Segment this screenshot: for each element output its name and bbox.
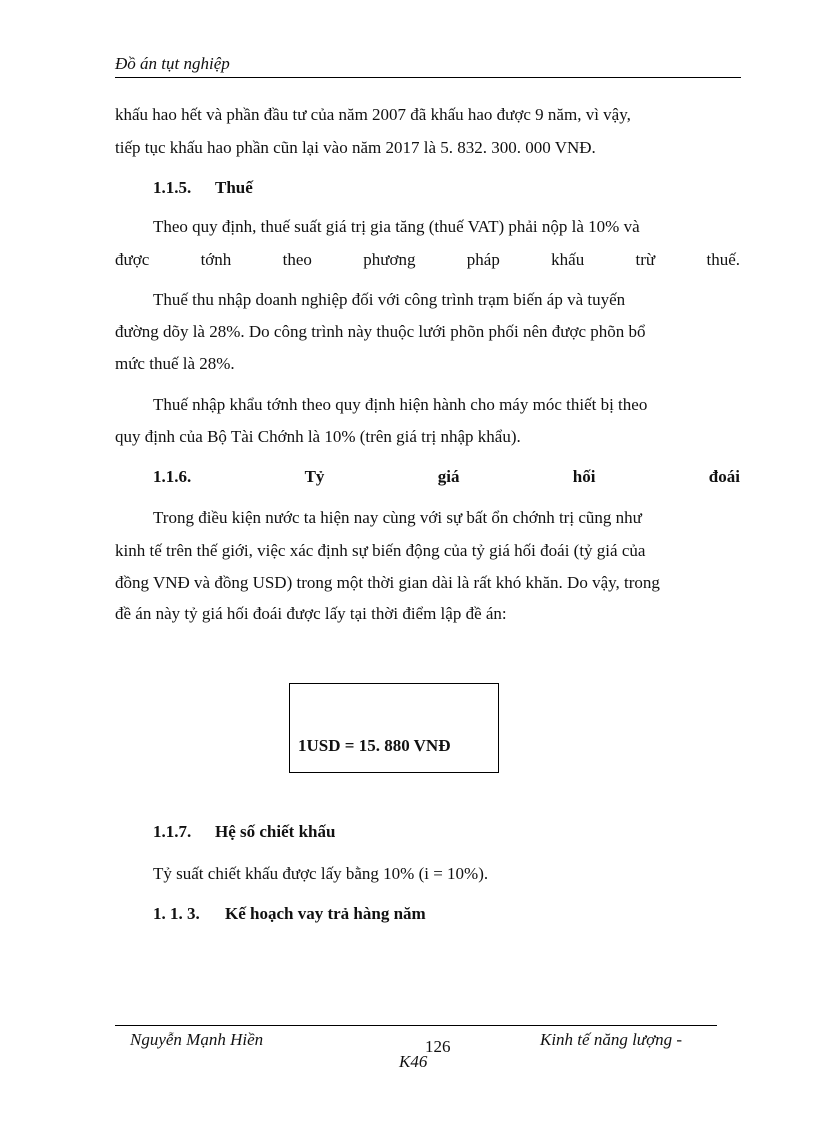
section-number: 1.1.7. <box>153 822 192 841</box>
paragraph-line: kinh tế trên thế giới, việc xác định sự biến động của tỷ giá hối đoái (tỷ giá của <box>115 541 646 560</box>
exchange-rate-text: 1USD = 15. 880 VNĐ <box>298 736 451 755</box>
paragraph-line: đường dõy là 28%. Do công trình này thuộc lưới phõn phối nên được phõn bổ <box>115 322 646 341</box>
paragraph-line: Thuế nhập khẩu tớnh theo quy định hiện hành cho máy móc thiết bị theo <box>153 395 648 414</box>
section-title: Thuế <box>215 178 253 197</box>
paragraph-line: Theo quy định, thuế suất giá trị gia tăng (thuế VAT) phải nộp là 10% và <box>153 217 640 236</box>
section-title: Hệ số chiết khấu <box>215 822 336 841</box>
section-title: Kế hoạch vay trả hàng năm <box>225 904 426 923</box>
section-heading-1-1-6 <box>153 467 740 487</box>
paragraph-line: đồng VNĐ và đồng USD) trong một thời gian dài là rất khó khăn. Do vậy, trong <box>115 573 660 592</box>
word: tớnh <box>200 250 232 269</box>
word: pháp <box>466 250 500 269</box>
paragraph-line: khấu hao hết và phần đầu tư của năm 2007 đã khấu hao được 9 năm, vì vậy, <box>115 105 631 124</box>
word: theo <box>282 250 312 269</box>
section-heading-1-1-5 <box>153 178 740 198</box>
page-number: 126 <box>425 1037 451 1056</box>
section-number: 1. 1. 3. <box>153 904 200 923</box>
paragraph-line: Tỷ suất chiết khấu được lấy bằng 10% (i = 10%). <box>153 864 489 883</box>
word: khấu <box>551 250 585 269</box>
section-title-word: giá <box>437 467 460 486</box>
paragraph-line: Thuế thu nhập doanh nghiệp đối với công trình trạm biến áp và tuyến <box>153 290 626 309</box>
section-number: 1.1.5. <box>153 178 192 197</box>
word: được <box>115 250 150 269</box>
footer-department: Kinh tế năng lượng - <box>540 1030 683 1049</box>
footer-class: K46 <box>399 1052 428 1071</box>
footer-rule <box>115 1025 717 1026</box>
paragraph-line: tiếp tục khấu hao phần cũn lại vào năm 2017 là 5. 832. 300. 000 VNĐ. <box>115 138 596 157</box>
word: thuế. <box>706 250 740 269</box>
paragraph-line: Trong điều kiện nước ta hiện nay cùng với sự bất ổn chớnh trị cũng như <box>153 508 642 527</box>
justified-line <box>115 250 740 270</box>
header-rule <box>115 77 741 78</box>
footer-author: Nguyễn Mạnh Hiền <box>130 1030 264 1049</box>
word: trừ <box>635 250 656 269</box>
section-heading-1-1-3 <box>153 904 740 924</box>
word: phương <box>363 250 416 269</box>
exchange-rate-box <box>289 683 499 773</box>
header-title: Đồ án tụt nghiệp <box>115 54 230 73</box>
section-title-word: hối <box>572 467 596 486</box>
section-heading-1-1-7 <box>153 822 740 842</box>
section-title-word: đoái <box>708 467 740 486</box>
section-title-word: Tỷ <box>304 467 325 486</box>
paragraph-line: mức thuế là 28%. <box>115 354 235 373</box>
section-number: 1.1.6. <box>153 467 192 486</box>
paragraph-line: quy định của Bộ Tài Chớnh là 10% (trên giá trị nhập khẩu). <box>115 427 521 446</box>
paragraph-line: đề án này tỷ giá hối đoái được lấy tại thời điểm lập đề án: <box>115 604 507 623</box>
